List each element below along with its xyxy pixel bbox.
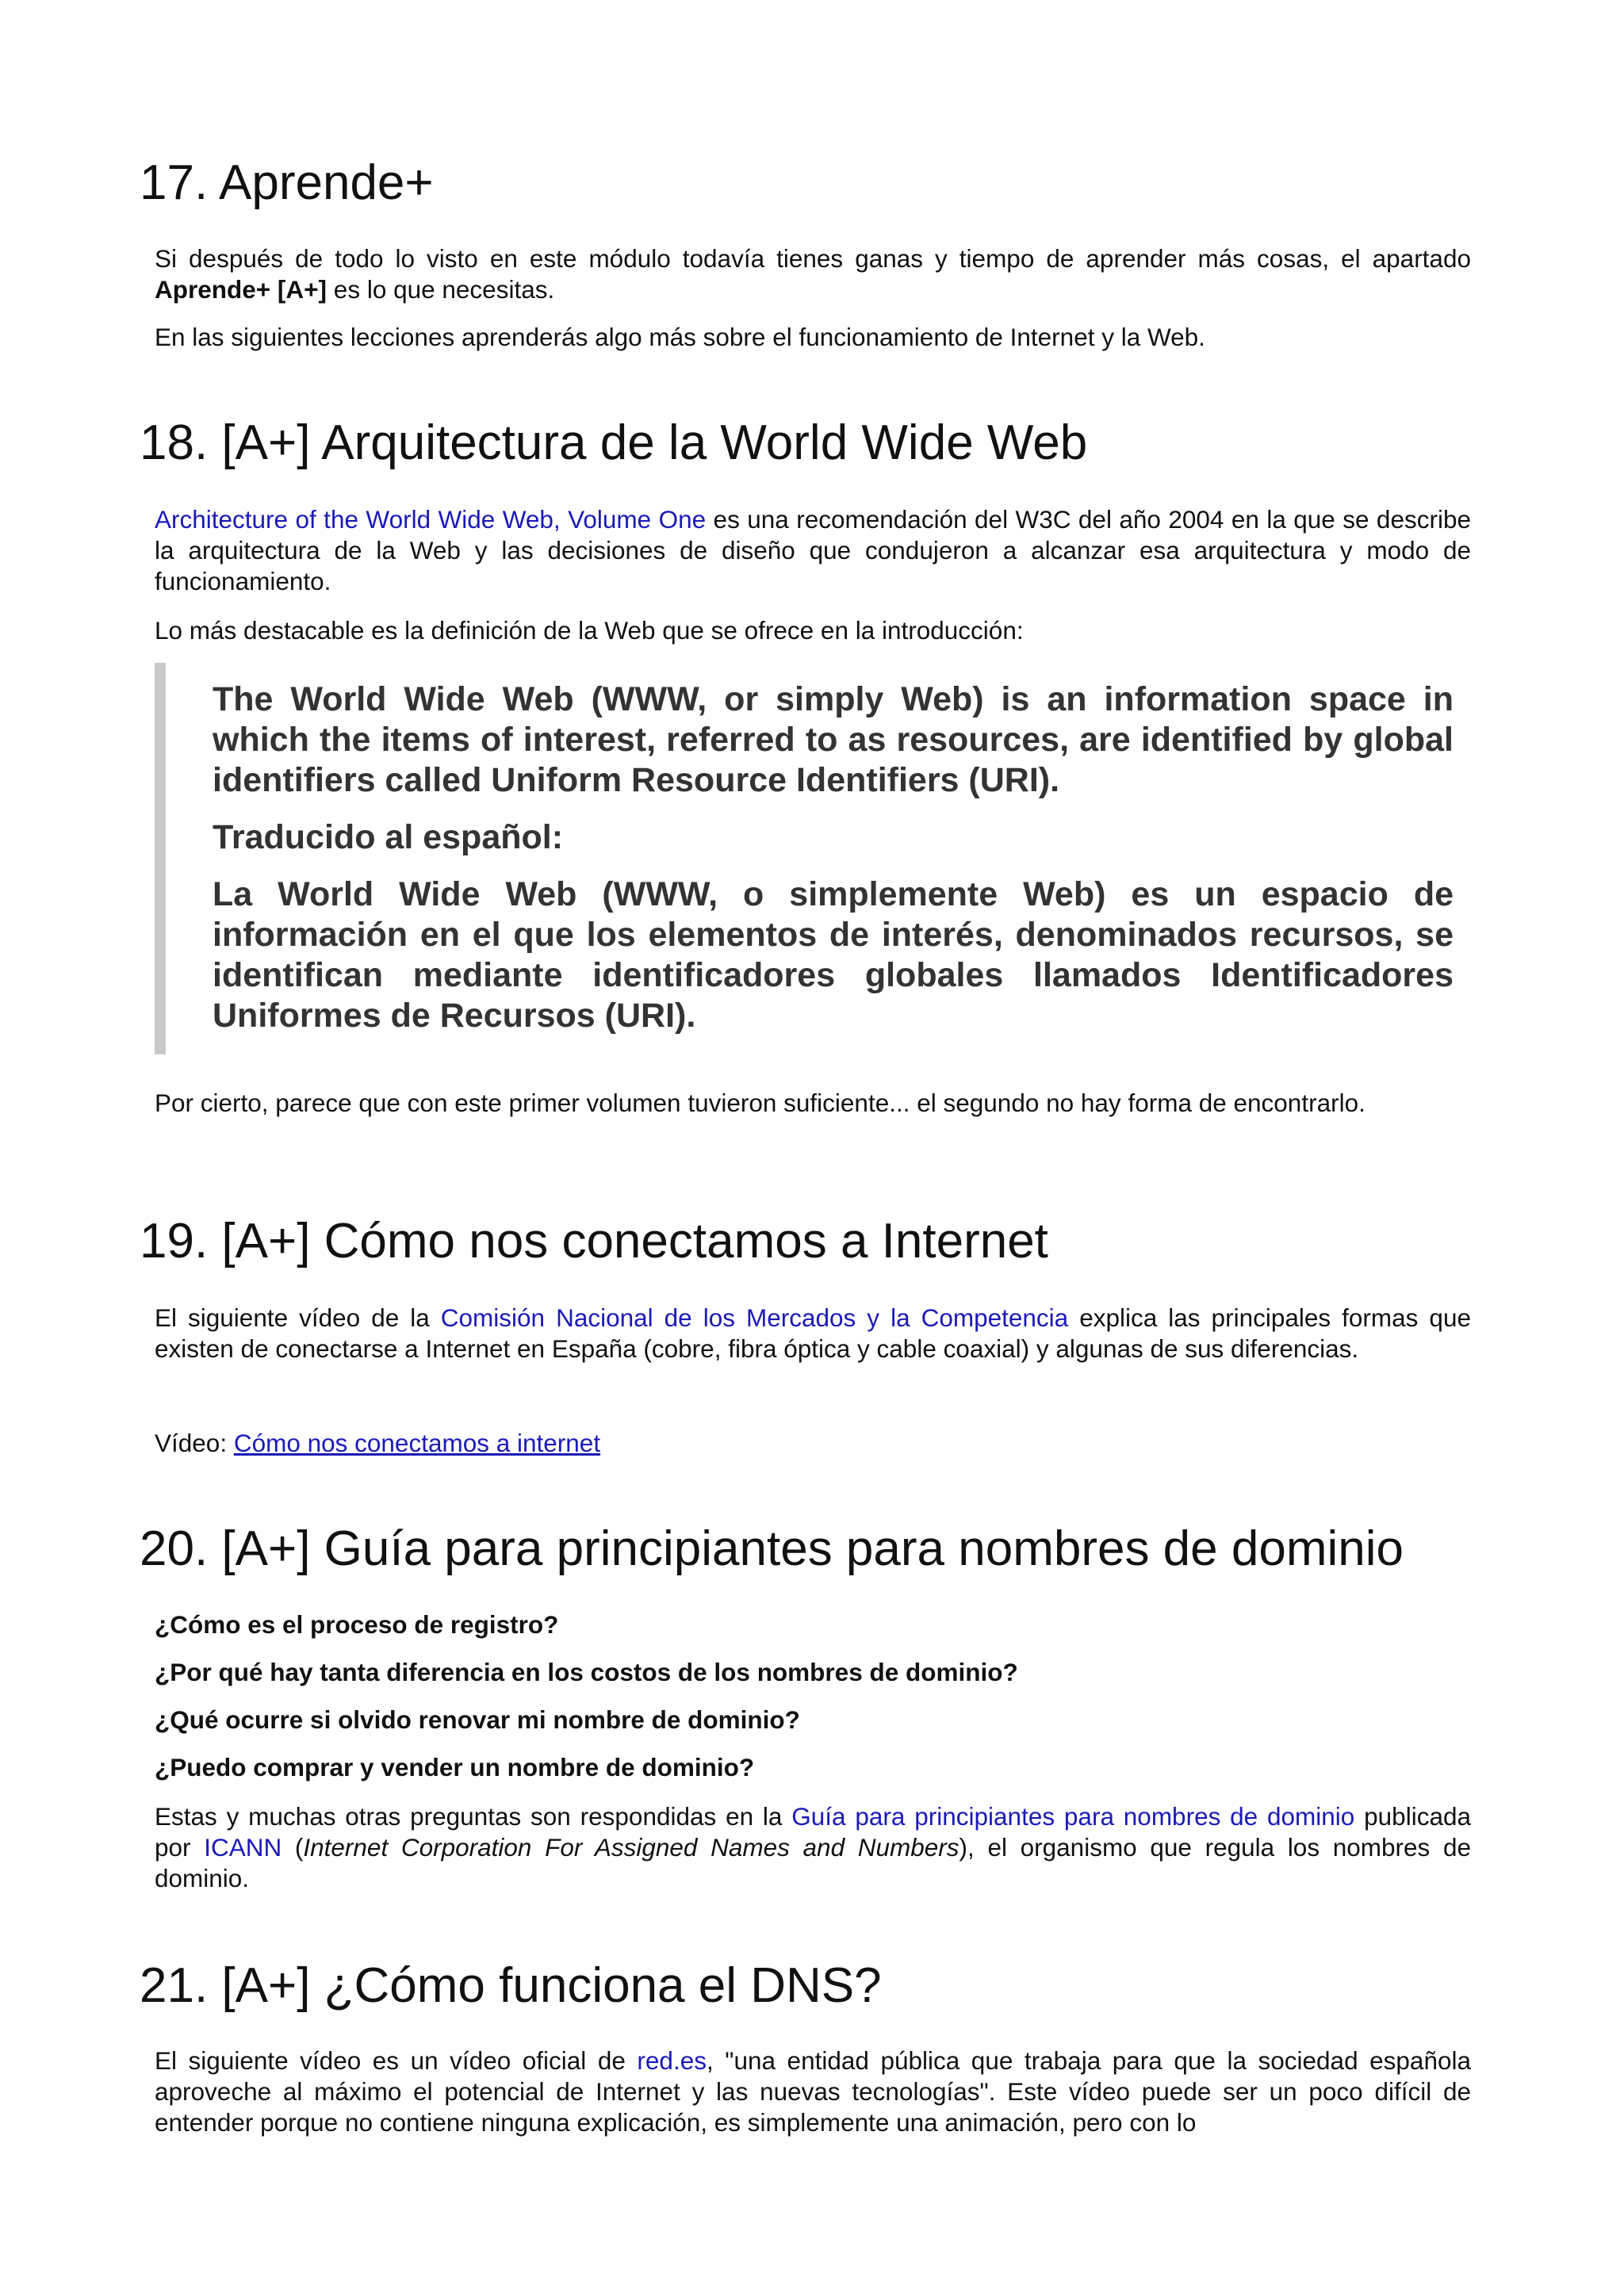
- w3c-architecture-link[interactable]: Architecture of the World Wide Web, Volume One: [155, 505, 707, 534]
- section-21-p1-text-a: El siguiente vídeo es un vídeo oficial de: [155, 2046, 638, 2075]
- red-es-link[interactable]: red.es: [637, 2046, 707, 2075]
- section-20-p1-text-d: ), el organismo que regula los nombres de dominio.: [155, 1833, 1471, 1892]
- icann-full-name: Internet Corporation For Assigned Names and Numbers: [303, 1833, 959, 1862]
- section-20-p1-text-a: Estas y muchas otras preguntas son respondidas en la: [155, 1802, 792, 1831]
- section-17-paragraph-1: [155, 243, 1471, 305]
- section-18-paragraph-3: Por cierto, parece que con este primer volumen tuvieron suficiente... el segundo no hay forma de encontrarlo.: [155, 1089, 1365, 1117]
- cnmc-link[interactable]: Comisión Nacional de los Mercados y la Competencia: [440, 1303, 1069, 1332]
- section-17-p1-bold: Aprende+ [A+]: [155, 275, 327, 304]
- section-17-p1-text-a: Si después de todo lo visto en este módulo todavía tienes ganas y tiempo de aprender más cosas, el apartado: [155, 244, 1471, 273]
- section-19-paragraph-1: [155, 1303, 1471, 1364]
- domain-guide-link[interactable]: Guía para principiantes para nombres de dominio: [791, 1802, 1355, 1831]
- section-19-video-line: [155, 1428, 1471, 1459]
- video-link-conexion[interactable]: Cómo nos conectamos a internet: [233, 1429, 601, 1457]
- section-20-heading: 20. [A+] Guía para principiantes para nombres de dominio: [140, 1521, 1404, 1576]
- section-17-p1-text-b: es lo que necesitas.: [327, 275, 555, 304]
- section-18-paragraph-2: Lo más destacable es la definición de la Web que se ofrece en la introducción:: [155, 616, 1024, 645]
- section-17-heading: 17. Aprende+: [140, 155, 434, 210]
- question-4: ¿Puedo comprar y vender un nombre de dominio?: [155, 1753, 755, 1781]
- section-20-paragraph-1: [155, 1801, 1471, 1894]
- section-21-p1-text-b: , "una entidad pública que trabaja para que la sociedad española aproveche al máximo el potencial de Internet y las nuevas tecnologías". Este vídeo puede ser un poco difícil de entender porque no contiene ninguna explicación, es simplemente una animación, pero con lo: [155, 2046, 1471, 2137]
- section-19-heading: 19. [A+] Cómo nos conectamos a Internet: [140, 1214, 1048, 1269]
- blockquote-bar: [155, 663, 166, 1054]
- section-19-p1-text-a: El siguiente vídeo de la: [155, 1303, 441, 1332]
- section-21-heading: 21. [A+] ¿Cómo funciona el DNS?: [140, 1958, 882, 2013]
- section-18-paragraph-1: [155, 504, 1471, 597]
- quote-spanish: La World Wide Web (WWW, o simplemente Web) es un espacio de información en el que los elementos de interés, denominados recursos, se identifican mediante identificadores globales llamados Identificadores Uniformes de Recursos (URI).: [213, 875, 1454, 1035]
- video-label: Vídeo:: [155, 1429, 234, 1457]
- section-21-paragraph-1: [155, 2045, 1471, 2138]
- section-20-p1-text-c: (: [282, 1833, 304, 1862]
- section-17-paragraph-2: En las siguientes lecciones aprenderás algo más sobre el funcionamiento de Internet y la Web.: [155, 323, 1205, 351]
- quote-translation-label: Traducido al español:: [213, 818, 564, 856]
- section-20-p1-text-b: publicada por: [155, 1802, 1472, 1862]
- section-18-p1-text: es una recomendación del W3C del año 2004 en la que se describe la arquitectura de la Web y las decisiones de diseño que condujeron a alcanzar esa arquitectura y modo de funcionamiento.: [155, 505, 1472, 595]
- section-18-heading: 18. [A+] Arquitectura de la World Wide Web: [140, 415, 1088, 470]
- definition-blockquote: [155, 663, 1471, 1054]
- question-1: ¿Cómo es el proceso de registro?: [155, 1610, 559, 1639]
- icann-link[interactable]: ICANN: [204, 1833, 282, 1862]
- question-2: ¿Por qué hay tanta diferencia en los costos de los nombres de dominio?: [155, 1658, 1018, 1686]
- section-19-p1-text-b: explica las principales formas que existen de conectarse a Internet en España (cobre, fibra óptica y cable coaxial) y algunas de sus diferencias.: [155, 1303, 1471, 1363]
- quote-english: The World Wide Web (WWW, or simply Web) is an information space in which the items of interest, referred to as resources, are identified by global identifiers called Uniform Resource Identifiers (URI).: [213, 680, 1454, 799]
- question-3: ¿Qué ocurre si olvido renovar mi nombre de dominio?: [155, 1705, 800, 1734]
